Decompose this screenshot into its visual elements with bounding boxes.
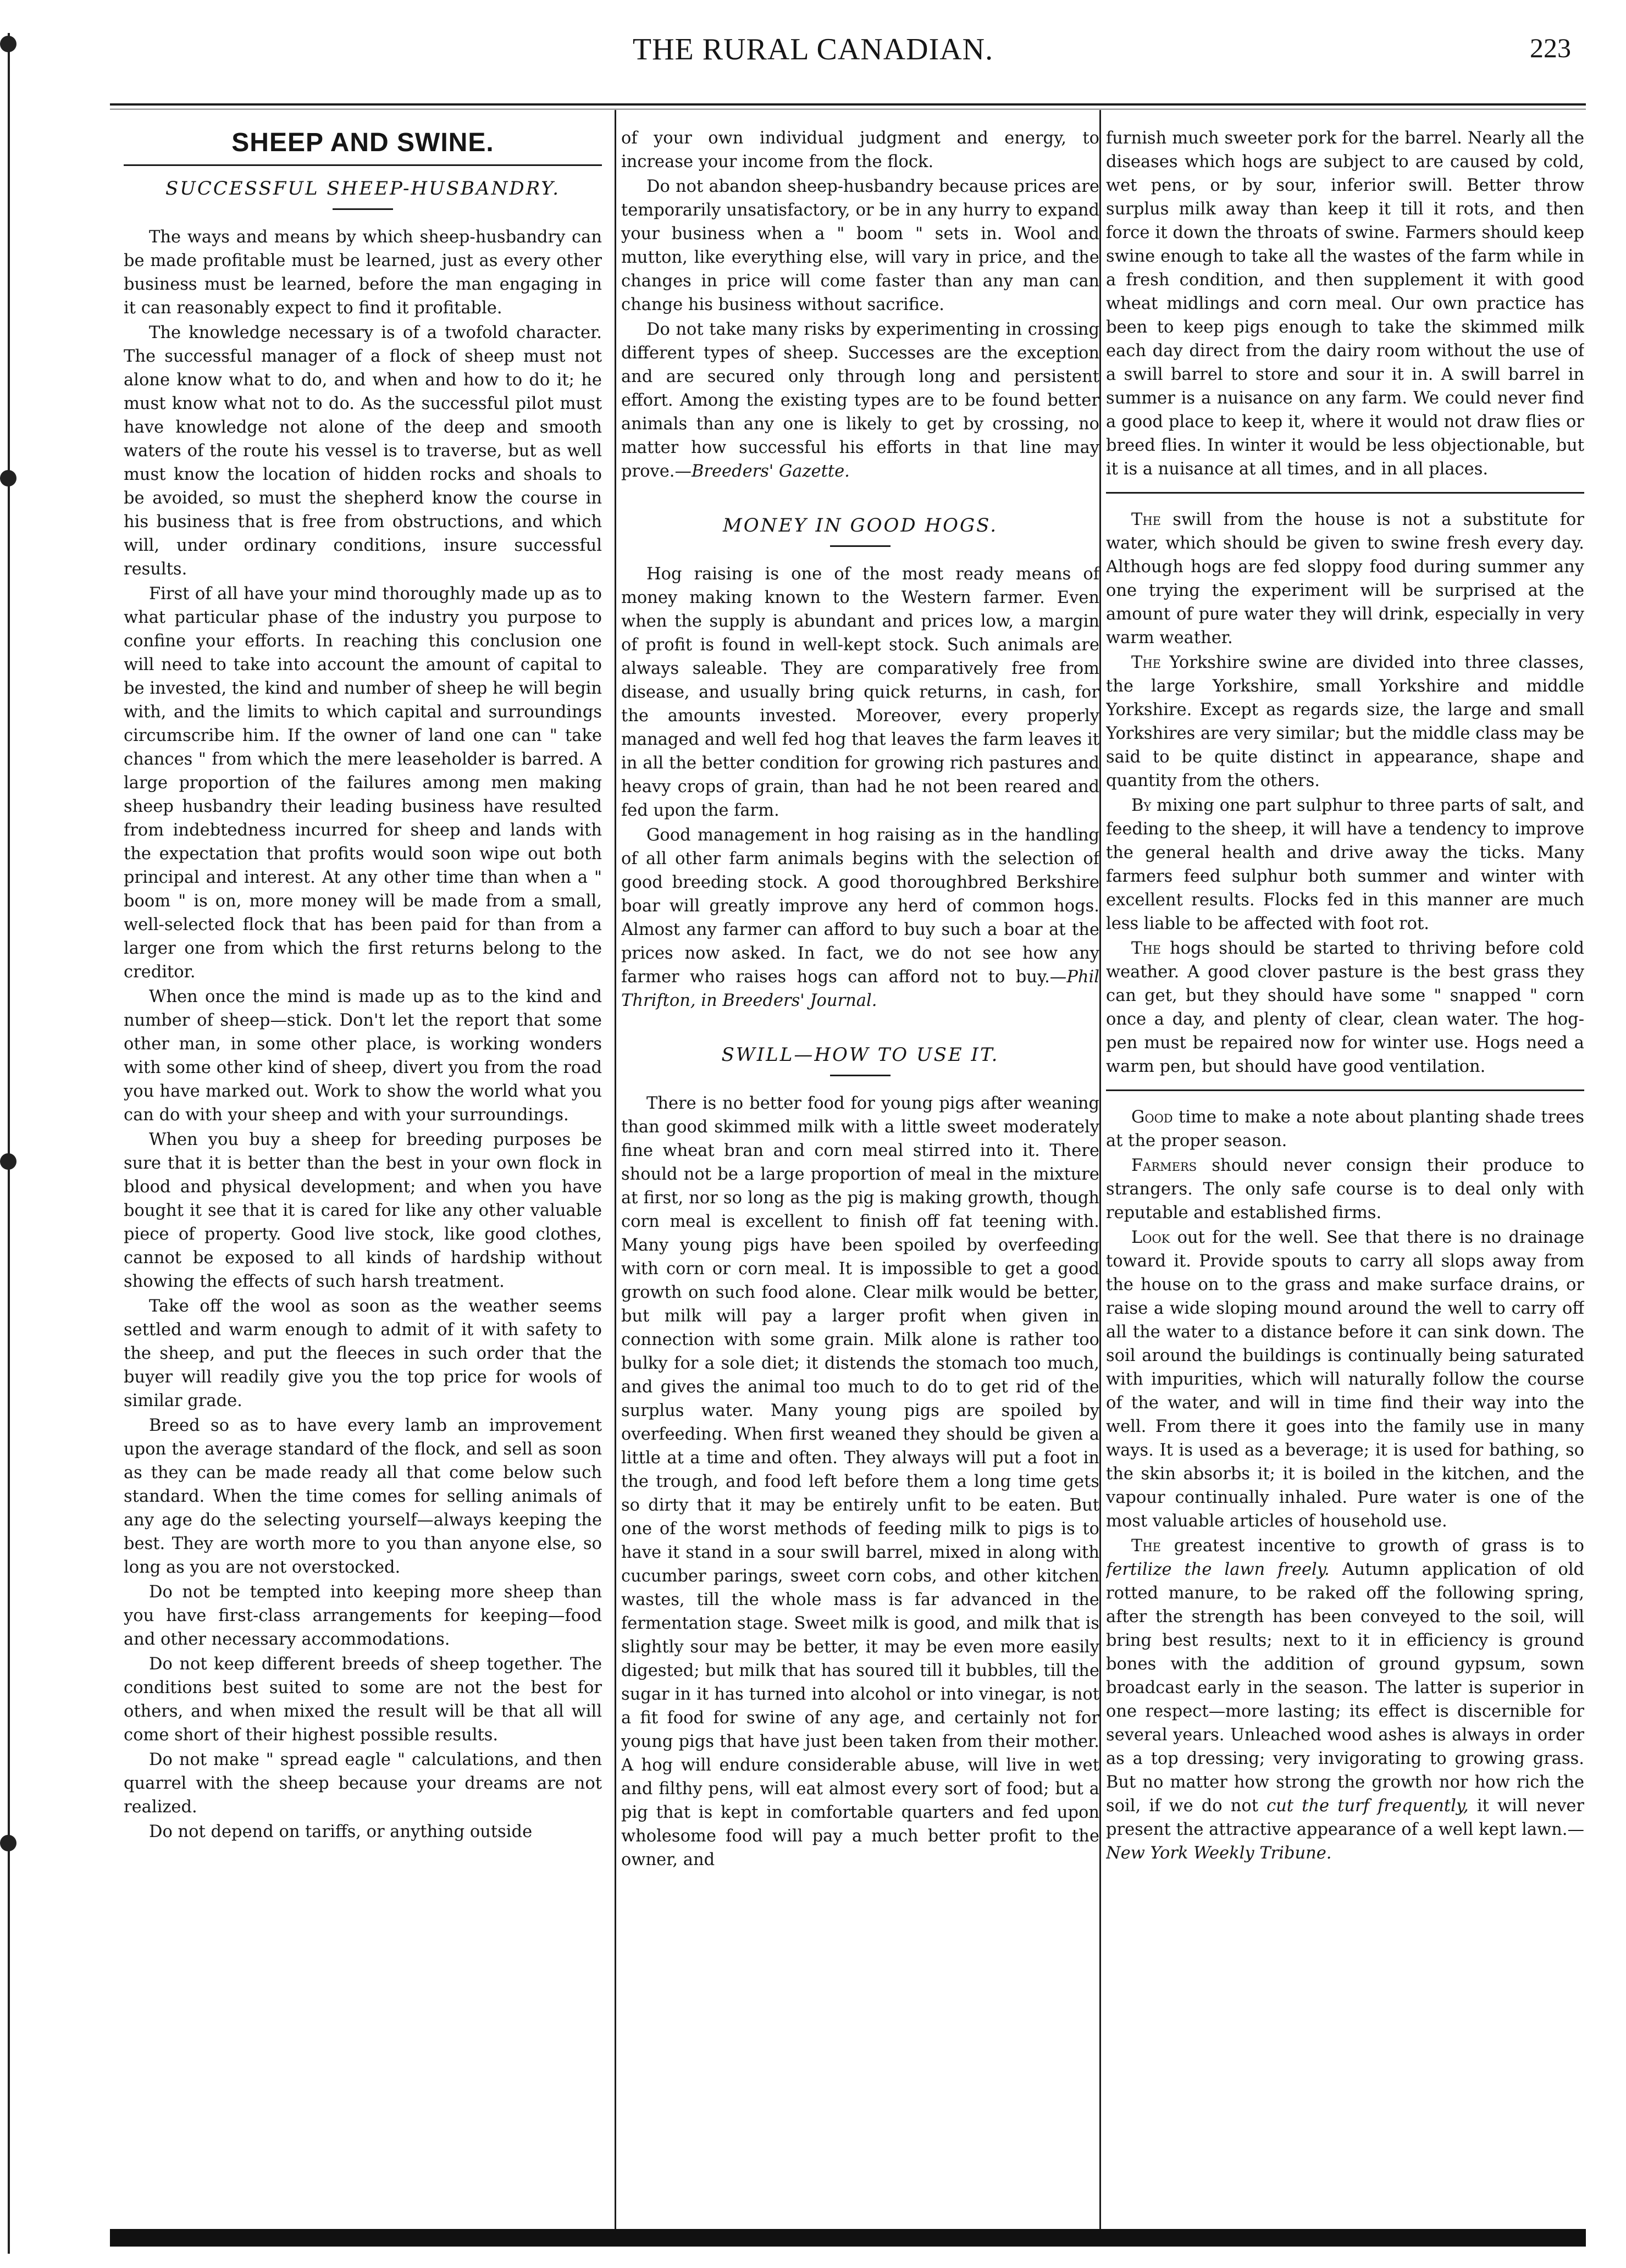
paragraph: When you buy a sheep for breeding purposes be sure that it is better than the best in your own flock in blood and physical development; and when you have bought it see that it is cared for like any other valuable piece of property. Good live stock, like good clothes, cannot be exposed to all kinds of hardship without showing the effects of such harsh treatment. — [124, 1130, 602, 1291]
paragraph: First of all have your mind thoroughly made up as to what particular phase of the industry you purpose to confine your efforts. In reaching this conclusion one will need to take into account the amount of capital to be invested, the kind and number of sheep he will begin with, and the limits to which capital and surroundings circumscribe him. If the owner of land one can " take chances " from which the mere leaseholder is barred. A large proportion of the failures among men making sheep husbandry their leading business have resulted from indebtedness incurred for sheep and lands with the expectation that profits would soon wipe out both principal and interest. At any other time than when a " boom " is on, more money will be made from a small, well-selected flock that has been paid for than from a larger one from which the first returns belong to the creditor. — [124, 584, 602, 982]
article-body — [124, 225, 602, 1844]
section-rule — [124, 164, 602, 166]
title-rule — [830, 545, 891, 547]
item-separator — [1106, 492, 1584, 494]
paragraph: The Yorkshire swine are divided into three classes, the large Yorkshire, small Yorkshire and middle Yorkshire. Except as regards size, the large and small Yorkshires are very similar; but the middle class may be said to be quite distinct in appearance, shape and quantity from the others. — [1106, 653, 1584, 790]
paragraph: Take off the wool as soon as the weather seems settled and warm enough to admit of it with safety to the sheep, and put the fleeces in such order that the buyer will readily give you the top price for wools of similar grade. — [124, 1297, 602, 1410]
binding-hole-mark — [0, 1835, 16, 1851]
article-title: SWILL—HOW TO USE IT. — [721, 1044, 999, 1066]
item-separator — [1106, 1089, 1584, 1091]
source-credit: New York Weekly Tribune. — [1106, 1844, 1332, 1863]
article-title: MONEY IN GOOD HOGS. — [722, 515, 998, 536]
paragraph: furnish much sweeter pork for the barrel. Nearly all the diseases which hogs are subject to are caused by cold, wet pens, or by sour, inferior swill. Better throw surplus milk away than keep it till it rots, and then force it down the throats of swine. Farmers should keep swine enough to take all the wastes of the farm while in a fresh condition, and then supplement it with good wheat midlings and corn meal. Our own practice has been to keep pigs enough to take the skimmed milk each day direct from the dairy room without the use of a swill barrel to store and sour it in. A swill barrel in summer is a nuisance on any farm. We could never find a good place to keep it, where it would not draw flies or breed flies. In winter it would be less objectionable, but it is a nuisance at all times, and in all places. — [1106, 129, 1584, 479]
paragraph: The hogs should be started to thriving before cold weather. A good clover pasture is the best grass they can get, but they should have some " snapped " corn once a day, and plenty of clear, clean water. The hog-pen must be repaired now for winter use. Hogs need a warm pen, but should have good ventilation. — [1106, 939, 1584, 1076]
column-divider — [1099, 110, 1101, 2232]
binding-margin-line — [8, 33, 10, 2254]
paragraph: Farmers should never consign their produce to strangers. The only safe course is to deal only with reputable and established firms. — [1106, 1156, 1584, 1222]
paragraph: The swill from the house is not a substitute for water, which should be given to swine fresh every day. Although hogs are fed sloppy food during summer any one trying the experiment will be surprised at the amount of pure water they will drink, especially in very warm weather. — [1106, 510, 1584, 648]
page-number: 223 — [1530, 32, 1571, 63]
column-3 — [1106, 126, 1584, 2226]
paragraph: The knowledge necessary is of a twofold character. The successful manager of a flock of sheep must not alone know what to do, and when and how to do it; he must know what not to do. As the successful pilot must have knowledge not alone of the deep and smooth waters of the route his vessel is to traverse, but as well must know the location of hidden rocks and shoals to be avoided, so must the shepherd know the course in his business that is free from obstructions, and which will, under ordinary conditions, insure successful results. — [124, 323, 602, 579]
paragraph: The ways and means by which sheep-husbandry can be made profitable must be learned, just as every other business must be learned, before the man engaging in it can reasonably expect to find it profitable. — [124, 228, 602, 318]
column-2 — [621, 126, 1099, 2226]
paragraph: Do not take many risks by experimenting in crossing different types of sheep. Successes are the exception and are secured only through long and persistent effort. Among the existing types are to be found better animals than any one is likely to get by crossing, no matter how successful his efforts in that line may prove.—Breeders' Gazette. — [621, 320, 1099, 481]
paragraph: Good time to make a note about planting shade trees at the proper season. — [1106, 1108, 1584, 1150]
binding-hole-mark — [0, 470, 16, 486]
source-credit: Breeders' Gazette. — [691, 462, 850, 481]
paragraph: Hog raising is one of the most ready means of money making known to the Western farmer. Even when the supply is abundant and prices low, a margin of profit is found in well-kept stock. Such animals are always saleable. They are comparatively free from disease, and usually bring quick returns, in cash, for the amounts invested. Moreover, every properly managed and well fed hog that leaves the farm leaves it in all the better condition for growing rich pastures and heavy crops of grain, than had he not been reared and fed upon the farm. — [621, 565, 1099, 820]
paragraph: Look out for the well. See that there is no drainage toward it. Provide spouts to carry all slops away from the house on to the grass and make surface drains, or raise a wide sloping mound around the well to carry off all the water to a distance before it can sink down. The soil around the buildings is continually being saturated with impurities, which will naturally follow the course of the water, and will in time find their way into the well. From there it goes into the family use in many ways. It is used as a beverage; it is used for bathing, so the skin absorbs it; it is boiled in the kitchen, and the vapour continually inhaled. Pure water is one of the most valuable articles of household use. — [1106, 1228, 1584, 1531]
paragraph: Breed so as to have every lamb an improvement upon the average standard of the flock, and sell as soon as they can be made ready all that come below such standard. When the time comes for selling animals of any age do the selecting yourself—always keeping the best. They are worth more to you than anyone else, so long as you are not overstocked. — [124, 1416, 602, 1577]
section-title: SHEEP AND SWINE. — [231, 128, 494, 157]
column-1 — [124, 126, 602, 2226]
paragraph: There is no better food for young pigs after weaning than good skimmed milk with a little sweet moderately fine wheat bran and corn meal stirred into it. There should not be a large proportion of meal in the mixture at first, nor so long as the pig is making growth, though corn meal is excellent to finish off fat teening with. Many young pigs have been spoiled by overfeeding with corn or corn meal. It is impossible to get a good growth on such food alone. Clear milk would be better, but milk will pay a larger profit when given in connection with some grain. Milk alone is rather too bulky for a sole diet; it distends the stomach too much, and gives the animal too much to do to get rid of the surplus water. Many young pigs are spoiled by overfeeding. When first weaned they should be given a little at a time and often. They always will put a foot in the trough, and food left before them a long time gets so dirty that it may be entirely unfit to be eaten. But one of the worst methods of feeding milk to pigs is to have it stand in a sour swill barrel, mixed in along with cucumber parings, sweet corn cobs, and other kitchen wastes, till the whole mass is far advanced in the fermentation stage. Sweet milk is good, and milk that is slightly sour may be better, it may be even more easily digested; but milk that has soured till it bubbles, till the sugar in it has turned into alcohol or into vinegar, is not a fit food for swine of any age, and certainly not for young pigs that have just been taken from their mother. A hog will endure considerable abuse, will live in wet and filthy pens, will eat almost every sort of food; but a pig that is kept in comfortable quarters and fed upon wholesome food will pay a much better profit to the owner, and — [621, 1094, 1099, 1869]
paragraph: Do not be tempted into keeping more sheep than you have first-class arrangements for keeping—food and other necessary accommodations. — [124, 1583, 602, 1649]
title-rule — [333, 208, 393, 210]
title-rule — [830, 1075, 891, 1076]
paragraph: The greatest incentive to growth of grass is to fertilize the lawn freely. Autumn application of old rotted manure, to be raked off the following spring, after the strength has been conveyed to the soil, will bring best results; next to it in efficiency is ground bones with the addition of ground gypsum, sown broadcast early in the season. The latter is superior in one respect—more lasting; its effect is discernible for several years. Unleached wood ashes is always in order as a top dressing; very invigorating to growing grass. But no matter how strong the growth nor how rich the soil, if we do not cut the turf frequently, it will never present the attractive appearance of a well kept lawn.—New York Weekly Tribune. — [1106, 1536, 1584, 1863]
page-header-title: THE RURAL CANADIAN. — [632, 32, 994, 67]
paragraph: When once the mind is made up as to the kind and number of sheep—stick. Don't let the report that some other man, in some other place, is working wonders with some other kind of sheep, divert you from the road you have marked out. Work to show the world what you can do with your sheep and with your surroundings. — [124, 987, 602, 1125]
column-divider — [615, 110, 616, 2232]
binding-hole-mark — [0, 1153, 16, 1170]
footer-bar — [110, 2229, 1586, 2247]
paragraph: By mixing one part sulphur to three parts of salt, and feeding to the sheep, it will have a tendency to improve the general health and drive away the ticks. Many farmers feed sulphur both summer and winter with excellent results. Flocks fed in this manner are much less liable to be affected with foot rot. — [1106, 796, 1584, 933]
header-rule — [110, 103, 1586, 106]
paragraph: Do not keep different breeds of sheep together. The conditions best suited to some are not the best for others, and when mixed the result will be that all will come short of their highest possible results. — [124, 1655, 602, 1745]
article-title: SUCCESSFUL SHEEP-HUSBANDRY. — [165, 178, 561, 200]
paragraph: Do not abandon sheep-husbandry because prices are temporarily unsatisfactory, or be in any hurry to expand your business when a " boom " sets in. Wool and mutton, like everything else, will vary in price, and the changes in price will come faster than any man can change his business without sacrifice. — [621, 177, 1099, 314]
paragraph: Good management in hog raising as in the handling of all other farm animals begins with the selection of good breeding stock. A good thoroughbred Berkshire boar will greatly improve any herd of common hogs. Almost any farmer can afford to buy such a boar at the prices now asked. In fact, we do not see how any farmer who raises hogs can afford not to buy.—Phil Thrifton, in Breeders' Journal. — [621, 826, 1099, 1010]
paragraph: Do not make " spread eagle " calculations, and then quarrel with the sheep because your dreams are not realized. — [124, 1750, 602, 1817]
source-credit: Phil Thrifton, in Breeders' Journal. — [621, 967, 1099, 1010]
paragraph: of your own individual judgment and energy, to increase your income from the flock. — [621, 129, 1099, 172]
paragraph: Do not depend on tariffs, or anything outside — [149, 1822, 533, 1841]
